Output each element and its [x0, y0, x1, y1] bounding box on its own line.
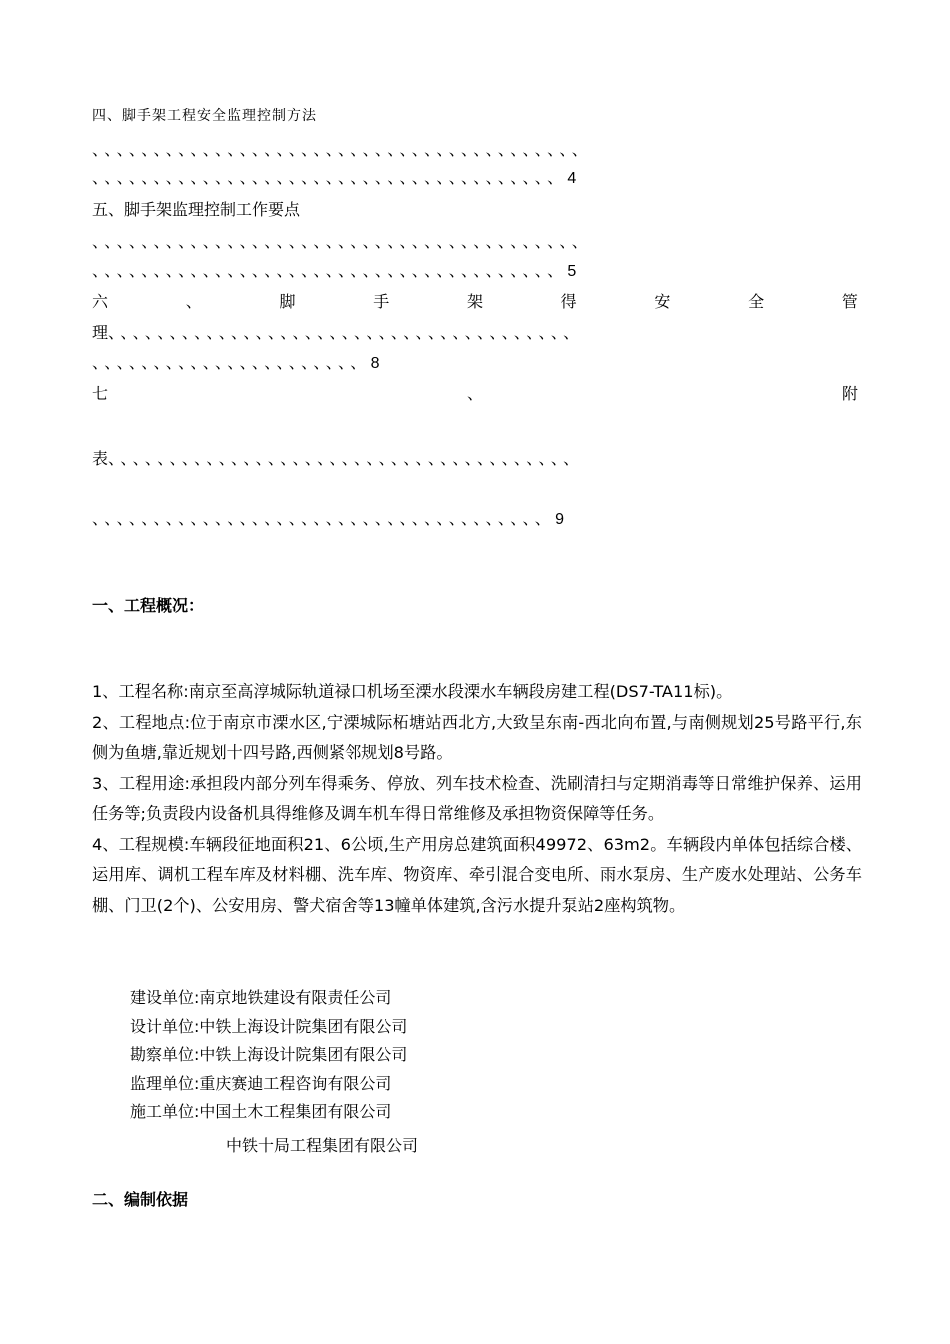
project-purpose-paragraph: 3、工程用途:承担段内部分列车得乘务、停放、列车技术检查、洗刷清扫与定期消毒等日常维护保养、运用任务等;负责段内设备机具得维修及调车机车得日常维修及承担物资保障等任务。 — [92, 773, 862, 823]
toc-item-6-line-2: 理、、、、、、、、、、、、、、、、、、、、、、、、、、、、、、、、、、、、、、 — [92, 323, 584, 342]
toc-item-5-title: 五、脚手架监理控制工作要点 — [92, 200, 301, 219]
project-overview — [92, 677, 862, 921]
toc-item-4-leader-end — [92, 168, 576, 189]
toc-item-6-leader-2: 、、、、、、、、、、、、、、、、、、、、、、 — [92, 353, 371, 372]
toc-item-5-leader: 、、、、、、、、、、、、、、、、、、、、、、、、、、、、、、、、、、、、、、、、 — [92, 232, 593, 251]
contractor-unit-2: 中铁十局工程集团有限公司 — [226, 1136, 419, 1155]
toc-item-7-leader-end — [92, 509, 564, 530]
toc-item-7-title: 七 、 附 — [92, 384, 858, 403]
participating-units — [130, 984, 407, 1127]
survey-unit: 勘察单位:中铁上海设计院集团有限公司 — [130, 1045, 408, 1064]
project-scale-paragraph: 4、工程规模:车辆段征地面积21、6公顷,生产用房总建筑面积49972、63m2。车辆段内单体包括综合楼、运用库、调机工程车库及材料棚、洗车库、物资库、牵引混合变电所、雨水泵房、生产废水处理站、公务车棚、门卫(2个)、公安用房、警犬宿舍等13幢单体建筑,含污水提升泵站2座构筑物。 — [92, 834, 862, 915]
section-2-heading: 二、编制依据 — [92, 1190, 189, 1209]
toc-item-7-line-2: 表、、、、、、、、、、、、、、、、、、、、、、、、、、、、、、、、、、、、、、 — [92, 449, 584, 468]
section-1-heading: 一、工程概况： — [92, 596, 205, 615]
toc-item-5-page: 5 — [567, 263, 577, 280]
contractor-unit: 施工单位:中国土木工程集团有限公司 — [130, 1102, 392, 1121]
toc-item-4-leader: 、、、、、、、、、、、、、、、、、、、、、、、、、、、、、、、、、、、、、、、、 — [92, 140, 593, 159]
toc-item-7-leader: 、、、、、、、、、、、、、、、、、、、、、、、、、、、、、、、、、、、、、、 — [108, 449, 584, 468]
toc-item-6-page: 8 — [370, 355, 380, 372]
toc-item-7-page: 9 — [555, 511, 565, 528]
toc-item-6-leader-end — [92, 353, 380, 374]
construction-unit: 建设单位:南京地铁建设有限责任公司 — [130, 988, 392, 1007]
toc-item-6-leader: 、、、、、、、、、、、、、、、、、、、、、、、、、、、、、、、、、、、、、、 — [108, 323, 584, 342]
project-location-paragraph: 2、工程地点:位于南京市溧水区,宁溧城际柘塘站西北方,大致呈东南-西北向布置,与南侧规划25号路平行,东侧为鱼塘,靠近规划十四号路,西侧紧邻规划8号路。 — [92, 712, 862, 762]
design-unit: 设计单位:中铁上海设计院集团有限公司 — [130, 1016, 408, 1036]
project-name-paragraph: 1、工程名称:南京至高淳城际轨道禄口机场至溧水段溧水车辆段房建工程(DS7-TA11标)。 — [92, 682, 733, 701]
supervision-unit: 监理单位:重庆赛迪工程咨询有限公司 — [130, 1073, 392, 1093]
toc-item-4-leader-2: 、、、、、、、、、、、、、、、、、、、、、、、、、、、、、、、、、、、、、、 — [92, 168, 568, 187]
toc-item-5-leader-2: 、、、、、、、、、、、、、、、、、、、、、、、、、、、、、、、、、、、、、、 — [92, 261, 568, 280]
toc-item-5-leader-end — [92, 261, 576, 282]
toc-item-6-title: 六 、 脚 手 架 得 安 全 管 — [92, 292, 858, 311]
toc-item-7-leader-2: 、、、、、、、、、、、、、、、、、、、、、、、、、、、、、、、、、、、、、 — [92, 509, 556, 528]
toc-item-4-title: 四、脚手架工程安全监理控制方法 — [92, 108, 317, 124]
toc-item-4-page: 4 — [567, 170, 577, 187]
